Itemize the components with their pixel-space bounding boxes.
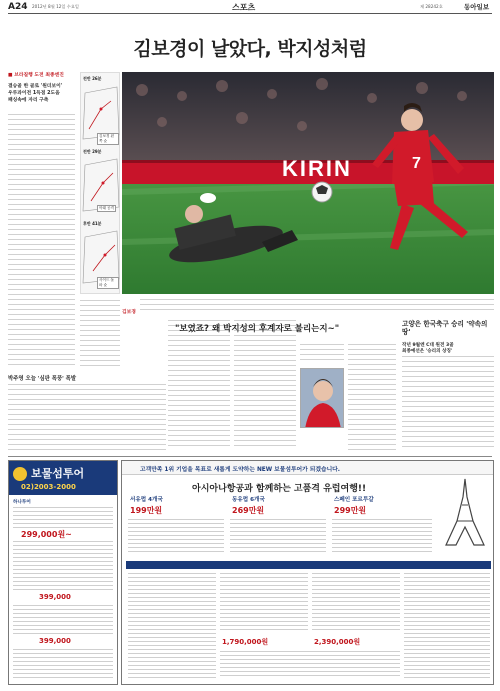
sidebar-sub-1: 결승골 한 골로 '원더보이' [8,84,63,89]
ad-right-listing-8 [220,651,400,679]
ad-left-brand: 보물섬투어 [31,467,85,480]
ad-right-listing-7 [404,573,490,679]
diagram-caption-1: 김보경 왼쪽 슛 [97,133,119,145]
page-number: A24 [8,2,28,12]
ad-right-price-4: 1,790,000원 [222,638,269,646]
right-story [402,320,494,354]
ad-right-eiffel-image [440,477,490,547]
player-portrait [300,368,344,428]
ad-left-listing-4 [13,649,113,681]
section-title: 스포츠 [232,3,256,12]
main-headline: 김보경이 날았다, 박지성처럼 [133,38,367,60]
header-rule [8,13,492,14]
issue-date: 2012년 8월 12일 수요일 [32,4,79,9]
issue-number: 제 28242호 [420,4,443,9]
article-col-5 [348,344,396,450]
svg-text:7: 7 [412,155,421,172]
right-story-sub-1: 작년 9월엔 C대 원전 3골 [402,343,454,348]
ad-right-tour-2: 동유럽 6개국 [232,497,265,503]
ad-right-tour-3: 스페인 포르투갈 [334,497,374,503]
photo-caption-text [140,299,494,313]
ad-right-top-banner: 고객만족 1위 기업을 목표로 새롭게 도약하는 NEW 보물섬투어가 되겠습니다. [140,467,340,473]
ad-right-price-3: 299만원 [334,506,367,515]
article-col-2 [168,320,230,450]
right-story-body [402,356,494,450]
right-story-sub-2: 최종예선은 '승리의 상징' [402,349,453,354]
ad-left[interactable] [8,460,118,685]
ad-left-price-1: 299,000원~ [21,530,72,539]
ad-right-price-1: 199만원 [130,506,163,515]
pullquote: "보였죠? 왜 박지성의 후계자로 불리는지~" [175,324,340,334]
ad-right-listing-3 [332,519,432,555]
ad-right-listing-6 [312,573,400,633]
photo-board-text: KIRIN [282,156,352,181]
diagram-caption-2: 아래 공격 [99,206,115,210]
article-col-4 [300,344,344,364]
ad-right-listing-2 [230,519,326,555]
sidebar-sub-3: 패싱속에 자리 구축 [8,98,49,103]
field-diagram [81,73,121,295]
ad-right-divider [126,561,491,569]
ad-right-price-2: 269만원 [232,506,265,515]
ad-right[interactable] [121,460,494,685]
article-col-1 [80,300,120,370]
diagram-caption-3: 사이드 돌파 슛 [97,277,119,289]
diagram-column [80,72,120,294]
photo-caption-name: 김보경 [122,310,136,315]
sidebar-kicker: ■ 브라질행 도전 최종엔진 [8,73,64,78]
ad-left-listing-2 [13,541,113,591]
sidebar-body-text [8,114,75,367]
bottom-left-body [8,384,166,450]
ad-left-listing-3 [13,605,113,635]
diagram-label-3: 후반 41분 [83,221,102,226]
ad-left-listing-1 [13,507,113,529]
ad-right-listing-5 [220,573,308,633]
bottom-left-headline: 박주영 오늘 '심판 폭풍' 폭발 [8,376,77,382]
ad-right-tour-1: 서유럽 4개국 [130,497,163,503]
photo-caption [122,298,494,316]
sidebar-sub-2: 우루과이전 1득점 2도움 [8,91,60,96]
ad-right-price-5: 2,390,000원 [314,638,361,646]
ad-separator [8,456,492,457]
ad-right-listing-1 [128,519,224,555]
ad-right-listing-4 [128,573,216,679]
ad-left-price-2: 399,000 [39,593,71,601]
match-photo [122,72,494,294]
ad-left-price-3: 399,000 [39,637,71,645]
player-portrait-image [301,369,344,428]
newspaper-brand: 동아일보 [464,3,490,11]
match-photo-image [122,72,494,294]
right-story-headline: 고양은 한국축구 승리 '약속의 땅' [402,320,488,336]
ad-left-phone: 02)2003-2000 [21,483,76,491]
diagram-label-1: 전반 26분 [83,76,102,81]
diagram-label-2: 전반 29분 [83,149,102,154]
ad-left-logo-icon [13,467,27,481]
ad-left-sub: 하나투어 [13,500,31,505]
article-col-3 [234,320,296,450]
eiffel-tower-icon [440,477,490,547]
ad-right-headline: 아시아나항공과 함께하는 고품격 유럽여행!! [192,484,367,494]
